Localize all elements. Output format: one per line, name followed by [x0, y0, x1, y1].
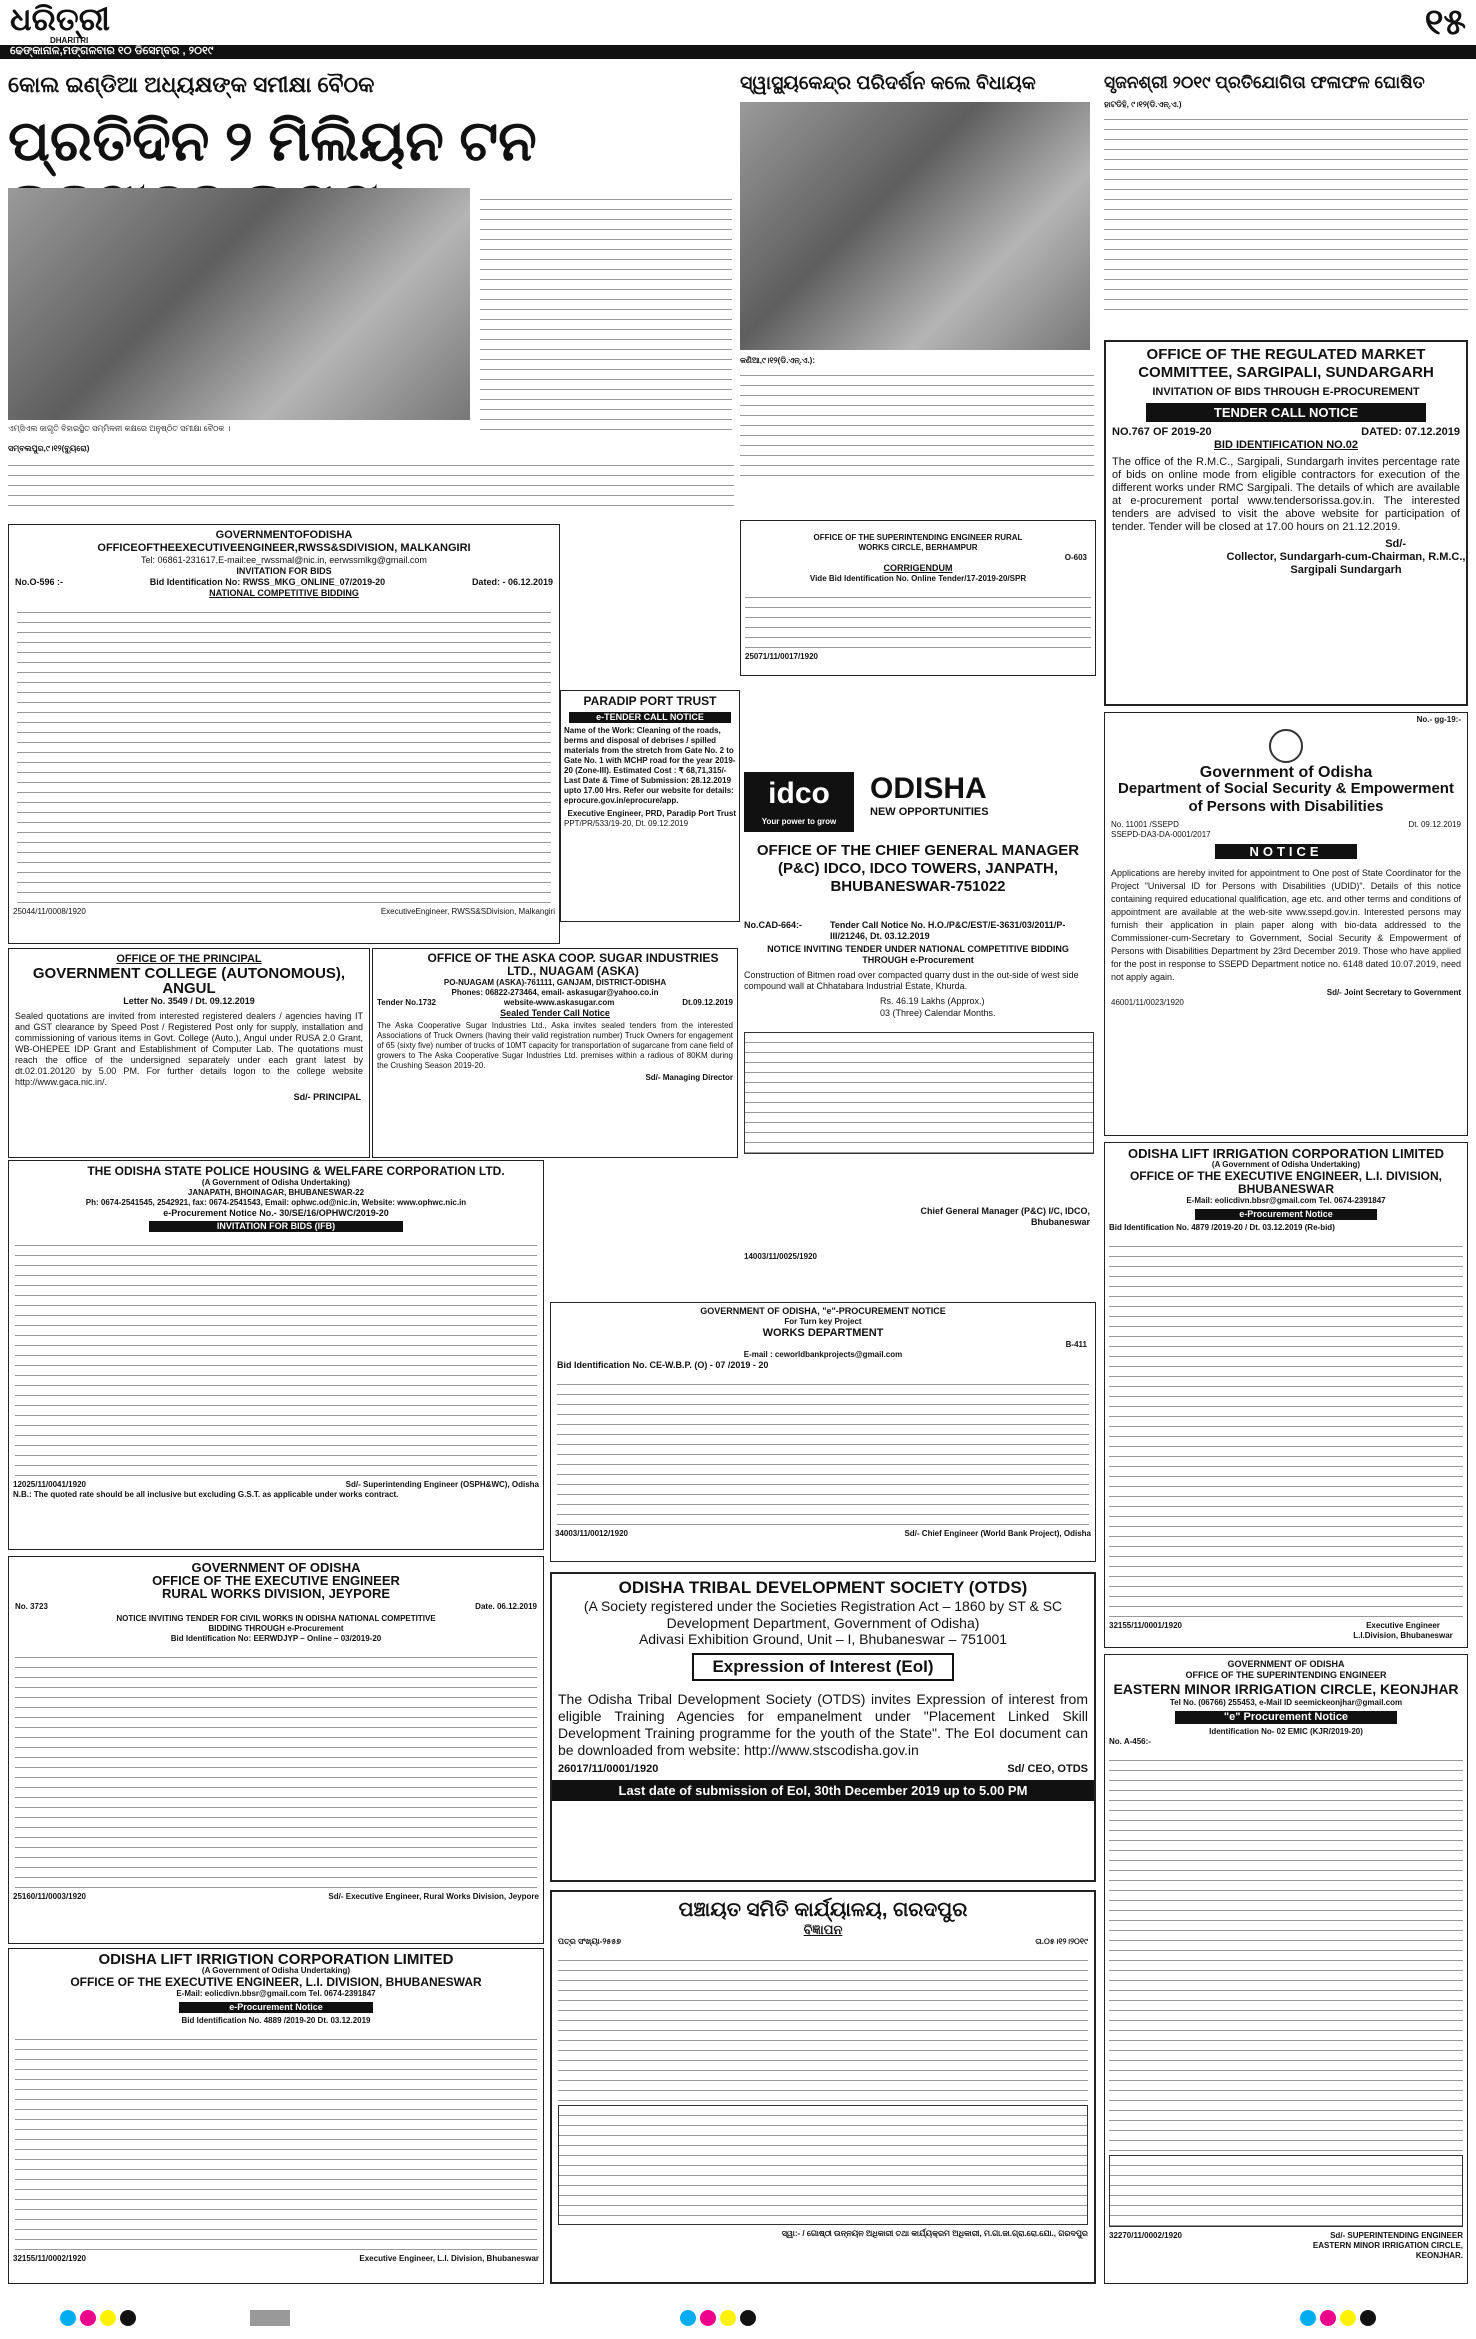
ad-rmc-no: NO.767 OF 2019-20	[1112, 426, 1212, 438]
ad-rmc-banner: TENDER CALL NOTICE	[1146, 403, 1426, 422]
color-registration-strip	[0, 2296, 1476, 2336]
ad-rmc-title: OFFICE OF THE REGULATED MARKET COMMITTEE, SARGIPALI, SUNDARGARH	[1138, 346, 1434, 381]
ad-lift-irrigation-2	[8, 1948, 544, 2284]
ad-lift2-footer: 32155/11/0002/1920	[13, 2254, 86, 2263]
ad-lift2-sub: (A Government of Odisha Undertaking)	[201, 1966, 351, 1975]
ad-rural-works-jeypore	[8, 1556, 544, 1944]
ad-lift2-office: OFFICE OF THE EXECUTIVE ENGINEER, L.I. DIVISION, BHUBANESWAR	[70, 1975, 482, 1989]
ad-rural-text	[15, 1648, 537, 1888]
ad-ssepd-dt: Dt. 09.12.2019	[1408, 820, 1461, 829]
ad-lift2-title: ODISHA LIFT IRRIGTION CORPORATION LIMITED	[98, 1951, 454, 1968]
ad-keonjhar-no: No. A-456:-	[1109, 1737, 1151, 1746]
ad-wb-text	[557, 1375, 1089, 1525]
ad-berhampur-corrigendum	[740, 520, 1096, 676]
ad-angul-title: OFFICE OF THE PRINCIPAL	[116, 953, 262, 965]
ad-rwss-office: OFFICEOFTHEEXECUTIVEENGINEER,RWSS&SDIVISION, MALKANGIRI	[97, 542, 471, 554]
ad-rural-footer: 25160/11/0003/1920	[13, 1892, 86, 1901]
ad-idco-sub: NOTICE INVITING TENDER UNDER NATIONAL COMPETITIVE BIDDING THROUGH e-Procurement	[767, 944, 1069, 965]
ad-lift1-title: ODISHA LIFT IRRIGATION CORPORATION LIMITED	[1127, 1146, 1445, 1161]
ad-keonjhar-title: GOVERNMENT OF ODISHA	[1227, 1659, 1345, 1669]
ad-keonjhar-idno: Identification No- 02 EMIC (KJR/2019-20)	[1209, 1727, 1363, 1736]
ad-paradip-footer: PPT/PR/533/19-20, Dt. 09.12.2019	[564, 819, 689, 828]
ad-panchayat-sign: ସ୍ୱା:- / ଗୋଷ୍ଠୀ ଉନ୍ନୟନ ଅଧିକାରୀ ତଥା କାର୍ଯ୍ୟକ୍ରମ ଅଧିକାରୀ, ମ.ଗା.ଜା.ଗ୍ରା.ରୋ.ଯୋ., ଗରଦପୁର	[781, 2229, 1088, 2238]
ad-idco-call: Tender Call Notice No. H.O./P&C/EST/E-3631/03/2011/P-III/21246, Dt. 03.12.2019	[830, 920, 1066, 941]
ad-aska-addr: PO-NUAGAM (ASKA)-761111, GANJAM, DISTRICT-ODISHA	[443, 978, 667, 987]
ad-ssepd-banner: NOTICE	[1215, 844, 1357, 859]
ad-angul-body: Sealed quotations are invited from interested registered dealers / agencies having IT and GST clearance by Speed Post / Registered Post only for supply, installation and commissioning of various items in Govt. College (Auto.), Angul under RUSA 2.0 Grant, WB-OHEPEE IDP Grant and Establishment of Computer Lab. The quotations must reach the office of the undersigned separately under each grant latest by dt.02.01.20120 by 5.00 PM. For further details logon to the college website http://www.gaca.nic.in/.	[15, 1011, 363, 1087]
story-text-bottom	[8, 456, 734, 514]
ad-keonjhar-tel: Tel No. (06766) 255453, e-Mail ID seemickeonjhar@gmail.com	[1169, 1698, 1403, 1707]
ad-panchayat-garadpur	[550, 1890, 1096, 2284]
ad-aska-body: The Aska Cooperative Sugar Industries Ltd., Aska invites sealed tenders from the interested Associations of Truck Owners (having their valid registration number) Truck Owners for engagement of 65 (sixty five) number of trucks of 10MT capacity for transportation of sugarcane from cane field of growers to The Aska Cooperative Sugar Industries Ltd. premises within a radious of 80KM during the Crushing Season 2019-20.	[377, 1021, 733, 1070]
ad-rmc-bid: BID IDENTIFICATION NO.02	[1213, 439, 1359, 451]
story3-dateline: ହାଟଡିହି, ୯।୧୨(ଡି.ଏନ୍‌.ଏ.)	[1104, 100, 1182, 109]
ad-lift2-bid: Bid Identification No. 4889 /2019-20 Dt. 03.12.2019	[181, 2016, 371, 2025]
story-srujanashree	[1104, 66, 1468, 336]
ad-aska-phones: Phones: 06822-273464, email- askasugar@yahoo.co.in	[451, 988, 659, 997]
odisha-logo: ODISHA NEW OPPORTUNITIES	[870, 772, 989, 818]
ad-aska-no: Tender No.1732	[377, 998, 436, 1007]
ad-lift1-text	[1109, 1237, 1463, 1617]
ad-wb-title: GOVERNMENT OF ODISHA, "e"-PROCUREMENT NOTICE	[700, 1306, 946, 1316]
ad-idco	[740, 686, 1096, 1276]
ad-lift2-text	[15, 2030, 537, 2250]
ad-paradip-body: Name of the Work: Cleaning of the roads, berms and disposal of debrises / spilled materials from the stretch from Gate No. 2 to Gate No. 1 with MCHP road for the year 2019-20 (Zone-III). Estimated Cost : ₹ 68,71,315/- Last Date & Time of Submission: 28.12.2019 upto 17.00 Hrs. Refer our website for details: eprocure.gov.in/eprocure/app.	[564, 726, 736, 805]
ad-wb-email: E-mail : ceworldbankprojects@gmail.com	[743, 1350, 903, 1359]
ad-rwss-text	[17, 603, 551, 903]
story-kicker: କୋଲ ଇଣ୍ଡିଆ ଅଧ୍ୟକ୍ଷଙ୍କ ସମୀକ୍ଷା ବୈଠକ	[8, 72, 375, 97]
ad-aska-web: website-www.askasugar.com	[503, 998, 615, 1007]
masthead-logo: ଧରିତ୍ରୀ	[10, 0, 110, 38]
story-text-right	[480, 190, 732, 438]
ad-otds-footer: 26017/11/0001/1920	[558, 1763, 659, 1775]
story-headline: ପ୍ରତିଦିନ ୨ ମିଲିୟନ ଟନ	[8, 109, 537, 172]
ad-lift1-banner: e-Procurement Notice	[1195, 1209, 1377, 1220]
ad-health-code: O-603	[1064, 553, 1087, 562]
ad-rwss-footer: 25044/11/0008/1920	[13, 907, 86, 916]
page-number: ୧୫	[1424, 1, 1466, 42]
ad-rwss-bid: Bid Identification No: RWSS_MKG_ONLINE_07/2019-20	[149, 577, 386, 587]
ad-wb-dept: WORKS DEPARTMENT	[762, 1327, 884, 1339]
ad-wb-bid: Bid Identification No. CE-W.B.P. (O) - 07 /2019 - 20	[557, 1360, 769, 1370]
ad-keonjhar-footer: 32270/11/0002/1920	[1109, 2231, 1182, 2240]
ad-wb-sign: Sd/- Chief Engineer (World Bank Project), Odisha	[904, 1529, 1091, 1538]
ad-health-banner: CORRIGENDUM	[883, 563, 953, 573]
ad-police-title: THE ODISHA STATE POLICE HOUSING & WELFARE CORPORATION LTD.	[87, 1164, 505, 1178]
story3-headline: ସୃଜନଶ୍ରୀ ୨୦୧୯ ପ୍ରତିଯୋଗିତା ଫଳାଫଳ ଘୋଷିତ	[1104, 73, 1425, 92]
ad-otds	[550, 1572, 1096, 1882]
ad-keonjhar-text	[1109, 1751, 1463, 2151]
ad-rwss-inv: INVITATION FOR BIDS	[236, 566, 332, 576]
story2-headline: ସ୍ୱାସ୍ଥ୍ୟକେନ୍ଦ୍ର ପରିଦର୍ଶନ କଲେ ବିଧାୟକ	[740, 73, 1036, 94]
ad-aska-sugar	[372, 948, 738, 1158]
ad-police-footer: 12025/11/0041/1920	[13, 1480, 86, 1489]
ad-police-text	[15, 1236, 537, 1476]
story-health-centre	[740, 66, 1098, 514]
ad-rmc-sub: INVITATION OF BIDS THROUGH E-PROCUREMENT	[1152, 386, 1420, 398]
ad-police-banner: INVITATION FOR BIDS (IFB)	[149, 1221, 403, 1232]
masthead	[0, 0, 1476, 58]
ad-aska-sign: Sd/- Managing Director	[645, 1073, 733, 1082]
story2-dateline: କଣିଆ,୯।୧୨(ଡି.ଏନ୍‌.ଏ.):	[740, 356, 816, 365]
idco-logo: idco Your power to grow	[744, 772, 854, 832]
ad-lift2-sign: Executive Engineer, L.I. Division, Bhubaneswar	[359, 2254, 539, 2263]
ad-ssepd-dept: Department of Social Security & Empowerment of Persons with Disabilities	[1118, 780, 1454, 815]
ad-ssepd-footer: 46001/11/0023/1920	[1111, 998, 1184, 1007]
ad-keonjhar-office: OFFICE OF THE SUPERINTENDING ENGINEER	[1185, 1670, 1387, 1680]
ad-rural-bid: Bid Identification No: EERWDJYP – Online – 03/2019-20	[170, 1634, 382, 1643]
ad-angul-name: GOVERNMENT COLLEGE (AUTONOMOUS), ANGUL	[32, 965, 346, 997]
ad-idco-period: 03 (Three) Calendar Months.	[880, 1008, 996, 1018]
ad-keonjhar-name: EASTERN MINOR IRRIGATION CIRCLE, KEONJHAR	[1113, 1681, 1459, 1697]
ad-health-office: OFFICE OF THE SUPERINTENDING ENGINEER RURAL WORKS CIRCLE, BERHAMPUR	[813, 533, 1023, 552]
story3-text	[1104, 110, 1468, 310]
ad-rmc-dated: DATED: 07.12.2019	[1361, 426, 1460, 438]
ad-keonjhar-sign: Sd/- SUPERINTENDING ENGINEER EASTERN MINOR IRRIGATION CIRCLE, KEONJHAR.	[1312, 2231, 1463, 2260]
ad-angul-letter: Letter No. 3549 / Dt. 09.12.2019	[123, 996, 255, 1006]
ad-health-footer: 25071/11/0017/1920	[745, 652, 818, 661]
ad-lift1-sub: (A Government of Odisha Undertaking)	[1211, 1160, 1361, 1169]
ad-police-sign: Sd/- Superintending Engineer (OSPH&WC), Odisha	[345, 1480, 539, 1489]
ad-ssepd-body: Applications are hereby invited for appointment to One post of State Coordinator for the Project "Universal ID for Persons with Disabilities (UDID)". Details of this notice containing required educational qualification, age etc. and other terms and conditions of appointment are available at the web-site www.ssepd.gov.in. Interested persons may furnish their application in plain paper along with bio-data addressed to the Commissioner-cum-Secretary to Government, Social Security & Empowerment of Persons with Disabilities Department by 23rd December 2019. Those who have applied for the post in response to SSEPD Department notice no. 6148 dated 10.07.2019, need not apply again.	[1111, 868, 1461, 982]
ad-aska-title: OFFICE OF THE ASKA COOP. SUGAR INDUSTRIES LTD., NUAGAM (ASKA)	[427, 951, 719, 978]
ad-health-text	[745, 588, 1091, 648]
ad-keonjhar-banner: "e" Procurement Notice	[1175, 1711, 1397, 1724]
ad-police-nb: N.B.: The quoted rate should be all inclusive but excluding G.S.T. as applicable under works contract.	[13, 1490, 399, 1499]
ad-police-eproc: e-Procurement Notice No.- 30/SE/16/OPHWC/2019-20	[163, 1208, 389, 1218]
ad-idco-table	[744, 1032, 1094, 1154]
story-dateline: ସମ୍ବଲପୁର,୯।୧୨(ବ୍ୟୁରୋ)	[8, 444, 90, 453]
ad-paradip-title: PARADIP PORT TRUST	[583, 694, 717, 708]
ad-idco-no: No.CAD-664:-	[744, 920, 803, 930]
ad-otds-title: ODISHA TRIBAL DEVELOPMENT SOCIETY (OTDS)	[618, 1578, 1028, 1597]
ad-idco-title: OFFICE OF THE CHIEF GENERAL MANAGER (P&C) IDCO, IDCO TOWERS, JANPATH, BHUBANESWAR-751022	[756, 842, 1080, 895]
ad-rwss-sign: ExecutiveEngineer, RWSS&SDivision, Malkangiri	[380, 907, 555, 916]
ad-idco-sign: Chief General Manager (P&C) I/C, IDCO, Bhubaneswar	[920, 1206, 1090, 1227]
ad-rural-title: GOVERNMENT OF ODISHA	[191, 1560, 361, 1575]
ad-rural-office: OFFICE OF THE EXECUTIVE ENGINEER RURAL WORKS DIVISION, JEYPORE	[152, 1573, 400, 1601]
ad-otds-sub1: (A Society registered under the Societies Registration Act – 1860 by ST & SC Development Department, Government of Odisha)	[583, 1598, 1063, 1631]
ad-wb-sub: For Turn key Project	[784, 1317, 862, 1326]
ad-idco-footer: 14003/11/0025/1920	[744, 1252, 817, 1261]
masthead-logo-sub: DHARITRI	[50, 36, 89, 45]
ad-panchayat-dt: ତା.୦୫।୧୨।୨୦୧୯	[1035, 1937, 1088, 1946]
ad-paradip-banner: e-TENDER CALL NOTICE	[569, 712, 731, 723]
ad-rwss-ncb: NATIONAL COMPETITIVE BIDDING	[209, 588, 359, 598]
ad-otds-sign: Sd/ CEO, OTDS	[1007, 1763, 1088, 1775]
ad-keonjhar-minor-irrigation	[1104, 1654, 1468, 2284]
ad-otds-sub2: Adivasi Exhibition Ground, Unit – I, Bhubaneswar – 751001	[638, 1631, 1008, 1647]
ad-police-ph: Ph: 0674-2541545, 2542921, fax: 0674-2541543, Email: ophwc.od@nic.in, Website: www.ophwc.nic.in	[85, 1198, 467, 1207]
ad-otds-banner: Expression of Interest (EoI)	[692, 1653, 954, 1681]
ad-ssepd-title: Government of Odisha	[1199, 764, 1373, 781]
ad-ssepd-gg: No.- gg-19:-	[1416, 715, 1461, 724]
ad-panchayat-table	[558, 2105, 1088, 2225]
ad-paradip-sign: Executive Engineer, PRD, Paradip Port Trust	[567, 809, 736, 818]
ad-wb-footer: 34003/11/0012/1920	[555, 1529, 628, 1538]
ad-police-sub: (A Government of Odisha Undertaking)	[201, 1178, 351, 1187]
ad-panchayat-banner: ବିଜ୍ଞାପନ	[803, 1922, 843, 1937]
ad-idco-cost: Rs. 46.19 Lakhs (Approx.)	[880, 996, 985, 1006]
ad-panchayat-text	[558, 1951, 1088, 2101]
ad-otds-body: The Odisha Tribal Development Society (OTDS) invites Expression of interest from eligible Training Agencies for empanelment under "Placement Linked Skill Development Training programme for the youth of the State". The EoI document can be downloaded from website: http://www.stscodisha.gov.in	[558, 1691, 1088, 1758]
ad-lift-irrigation-1	[1104, 1142, 1468, 1648]
ad-health-bid: Vide Bid Identification No. Online Tender/17-2019-20/SPR	[809, 574, 1027, 583]
ad-idco-work: Construction of Bitmen road over compacted quarry dust in the out-side of west side compound wall at Chhatabara Industrial Estate, Khurda.	[744, 970, 1079, 991]
ad-otds-last: Last date of submission of EoI, 30th December 2019 up to 5.00 PM	[552, 1780, 1094, 1801]
masthead-date: ଢେଙ୍କାନାଳ,ମଙ୍ଗଳବାର ୧୦ ଡିସେମ୍ବର , ୨୦୧୯	[0, 45, 1476, 59]
ad-lift2-banner: e-Procurement Notice	[179, 2002, 373, 2013]
ad-paradip-port	[560, 690, 740, 922]
ad-lift1-office: OFFICE OF THE EXECUTIVE ENGINEER, L.I. DIVISION, BHUBANESWAR	[1129, 1169, 1443, 1196]
ad-wb-code: B-411	[1065, 1340, 1087, 1349]
ad-panchayat-no: ପତ୍ର ସଂଖ୍ୟା-୨୫୫୭	[558, 1937, 622, 1946]
ad-lift1-mail: E-Mail: eolicdivn.bbsr@gmail.com Tel. 0674-2391847	[1186, 1196, 1386, 1205]
ad-rural-dt: Date. 06.12.2019	[475, 1602, 537, 1611]
ad-works-world-bank	[550, 1302, 1096, 1562]
ad-lift1-footer: 32155/11/0001/1920	[1109, 1621, 1182, 1630]
ad-angul-sign: Sd/- PRINCIPAL	[293, 1092, 361, 1102]
ad-rwss-tel: Tel: 06861-231617,E-mail:ee_rwssmal@nic.in, eerwssmlkg@gmail.com	[141, 555, 427, 565]
ad-rmc-sargipali	[1104, 340, 1468, 706]
ad-rwss-malkangiri	[8, 524, 560, 944]
ad-rmc-sign: Collector, Sundargarh-cum-Chairman, R.M.C., Sargipali Sundargarh	[1226, 551, 1466, 576]
ad-police-housing	[8, 1160, 544, 1550]
emblem-icon	[1269, 729, 1303, 763]
ad-lift1-sign: Executive Engineer L.I.Division, Bhubaneswar	[1353, 1621, 1453, 1640]
ad-lift2-mail: E-Mail: eolicdivn.bbsr@gmail.com Tel. 0674-2391847	[176, 1989, 376, 1998]
story-coal-india	[8, 66, 734, 518]
ad-ssepd-sign: Sd/- Joint Secretary to Government	[1326, 988, 1461, 997]
ad-rmc-sd: Sd/-	[1385, 538, 1406, 550]
ad-lift1-bid: Bid Identification No. 4879 /2019-20 / Dt. 03.12.2019 (Re-bid)	[1109, 1223, 1335, 1232]
ad-govt-college-angul	[8, 948, 370, 1158]
ad-ssepd-no: No. 11001 /SSEPD	[1111, 820, 1179, 829]
ad-aska-dt: Dt.09.12.2019	[682, 998, 733, 1007]
photo-caption: ଏମ୍‌ସିଏଲ ଜାଗୃତି ବିହାରସ୍ଥିତ ସମ୍ମିଳନୀ କକ୍ଷରେ ଅନୁଷ୍ଠିତ ସମୀକ୍ଷା ବୈଠକ ।	[8, 424, 231, 433]
story2-text	[740, 366, 1094, 476]
ad-ssepd-ref: SSEPD-DA3-DA-0001/2017	[1111, 830, 1211, 839]
meeting-photo	[8, 188, 470, 420]
ad-rural-no: No. 3723	[15, 1602, 48, 1611]
ad-rural-sign: Sd/- Executive Engineer, Rural Works Division, Jeypore	[328, 1892, 539, 1901]
ad-police-addr: JANAPATH, BHOINAGAR, BHUBANESWAR-22	[187, 1188, 365, 1197]
ad-rwss-no: No.O-596 :-	[15, 577, 64, 587]
ad-rwss-title: GOVERNMENTOFODISHA	[215, 529, 353, 541]
ad-rmc-body: The office of the R.M.C., Sargipali, Sundargarh invites percentage rate of bids on online mode from eligible contractors for execution of the different works under RMC Sargipali. The details of which are available at e-procurement portal www.tendersorissa.gov.in. The interested tenders are advised to visit the above website for participation of tender. Tender will be closed at 17.00 hours on 21.12.2019.	[1112, 456, 1460, 533]
health-photo	[740, 102, 1090, 350]
ad-ssepd	[1104, 712, 1468, 1136]
ad-panchayat-title: ପଞ୍ଚାୟତ ସମିତି କାର୍ଯ୍ୟାଳୟ, ଗରଦପୁର	[678, 1899, 968, 1921]
ad-keonjhar-table	[1109, 2155, 1463, 2227]
ad-rural-sub: NOTICE INVITING TENDER FOR CIVIL WORKS IN ODISHA NATIONAL COMPETITIVE BIDDING THROUGH e-Procurement	[116, 1614, 436, 1633]
ad-rwss-dated: Dated: - 06.12.2019	[471, 577, 553, 587]
ad-aska-banner: Sealed Tender Call Notice	[500, 1008, 610, 1018]
